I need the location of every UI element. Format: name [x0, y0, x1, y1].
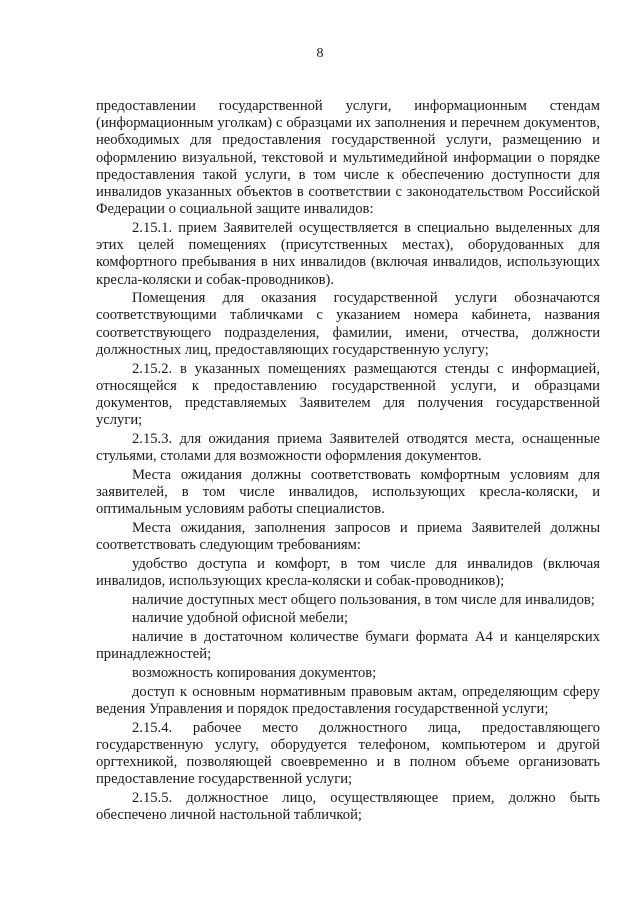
paragraph-2-15-5: 2.15.5. должностное лицо, осуществляющее прием, должно быть обеспечено личной настольной табличкой;: [96, 789, 600, 824]
paragraph-2-15-3: 2.15.3. для ожидания приема Заявителей отводятся места, оснащенные стульями, столами для возможности оформления документов.: [96, 430, 600, 465]
paragraph-intro-continuation: предоставлении государственной услуги, информационным стендам (информационным уголкам) с образцами их заполнения и перечнем документов, необходимых для предоставления государственной услуги, размещению и оформлению визуальной, текстовой и мультимедийной информации о порядке предоставления такой услуги, в том числе к обеспечению доступности для инвалидов указанных объектов в соответствии с законодательством Российской Федерации о социальной защите инвалидов:: [96, 98, 600, 218]
requirement-item: наличие удобной офисной мебели;: [132, 610, 349, 627]
paragraph-2-15-4: 2.15.4. рабочее место должностного лица, предоставляющего государственную услугу, оборудуется телефоном, компьютером и другой оргтехникой, позволяющей своевременно и в полном объеме организовать предоставление государственной услуги;: [96, 719, 600, 788]
requirement-item: наличие доступных мест общего пользования, в том числе для инвалидов;: [132, 591, 595, 608]
page-number: 8: [316, 46, 324, 61]
paragraph-2-15-2: 2.15.2. в указанных помещениях размещаются стенды с информацией, относящейся к предоставлению государственной услуги, и образцами документов, представляемых Заявителем для получения государственной услуги;: [96, 360, 600, 429]
paragraph-2-15-1: 2.15.1. прием Заявителей осуществляется в специально выделенных для этих целей помещениях (присутственных местах), оборудованных для комфортного пребывания в них инвалидов (включая инвалидов, использующих кресла-коляски и собак-проводников).: [96, 219, 600, 288]
document-body: [96, 98, 600, 824]
requirement-item: возможность копирования документов;: [132, 665, 377, 681]
paragraph-waiting-comfort: Места ожидания должны соответствовать комфортным условиям для заявителей, в том числе инвалидов, использующих кресла-коляски, и оптимальным условиям работы специалистов.: [96, 466, 600, 518]
requirement-item: доступ к основным нормативным правовым актам, определяющим сферу ведения Управления и порядок предоставления государственной услуги;: [96, 683, 600, 717]
requirement-item: наличие в достаточном количестве бумаги формата А4 и канцелярских принадлежностей;: [96, 629, 600, 663]
paragraph-premises-signage: Помещения для оказания государственной услуги обозначаются соответствующими табличками с указанием номера кабинета, названия соответствующего подразделения, фамилии, имени, отчества, должности должностных лиц, предоставляющих государственную услугу;: [96, 290, 600, 358]
requirement-item: удобство доступа и комфорт, в том числе для инвалидов (включая инвалидов, использующих кресла-коляски и собак-проводников);: [96, 555, 600, 589]
paragraph-waiting-requirements: Места ожидания, заполнения запросов и приема Заявителей должны соответствовать следующим требованиям:: [96, 519, 600, 554]
